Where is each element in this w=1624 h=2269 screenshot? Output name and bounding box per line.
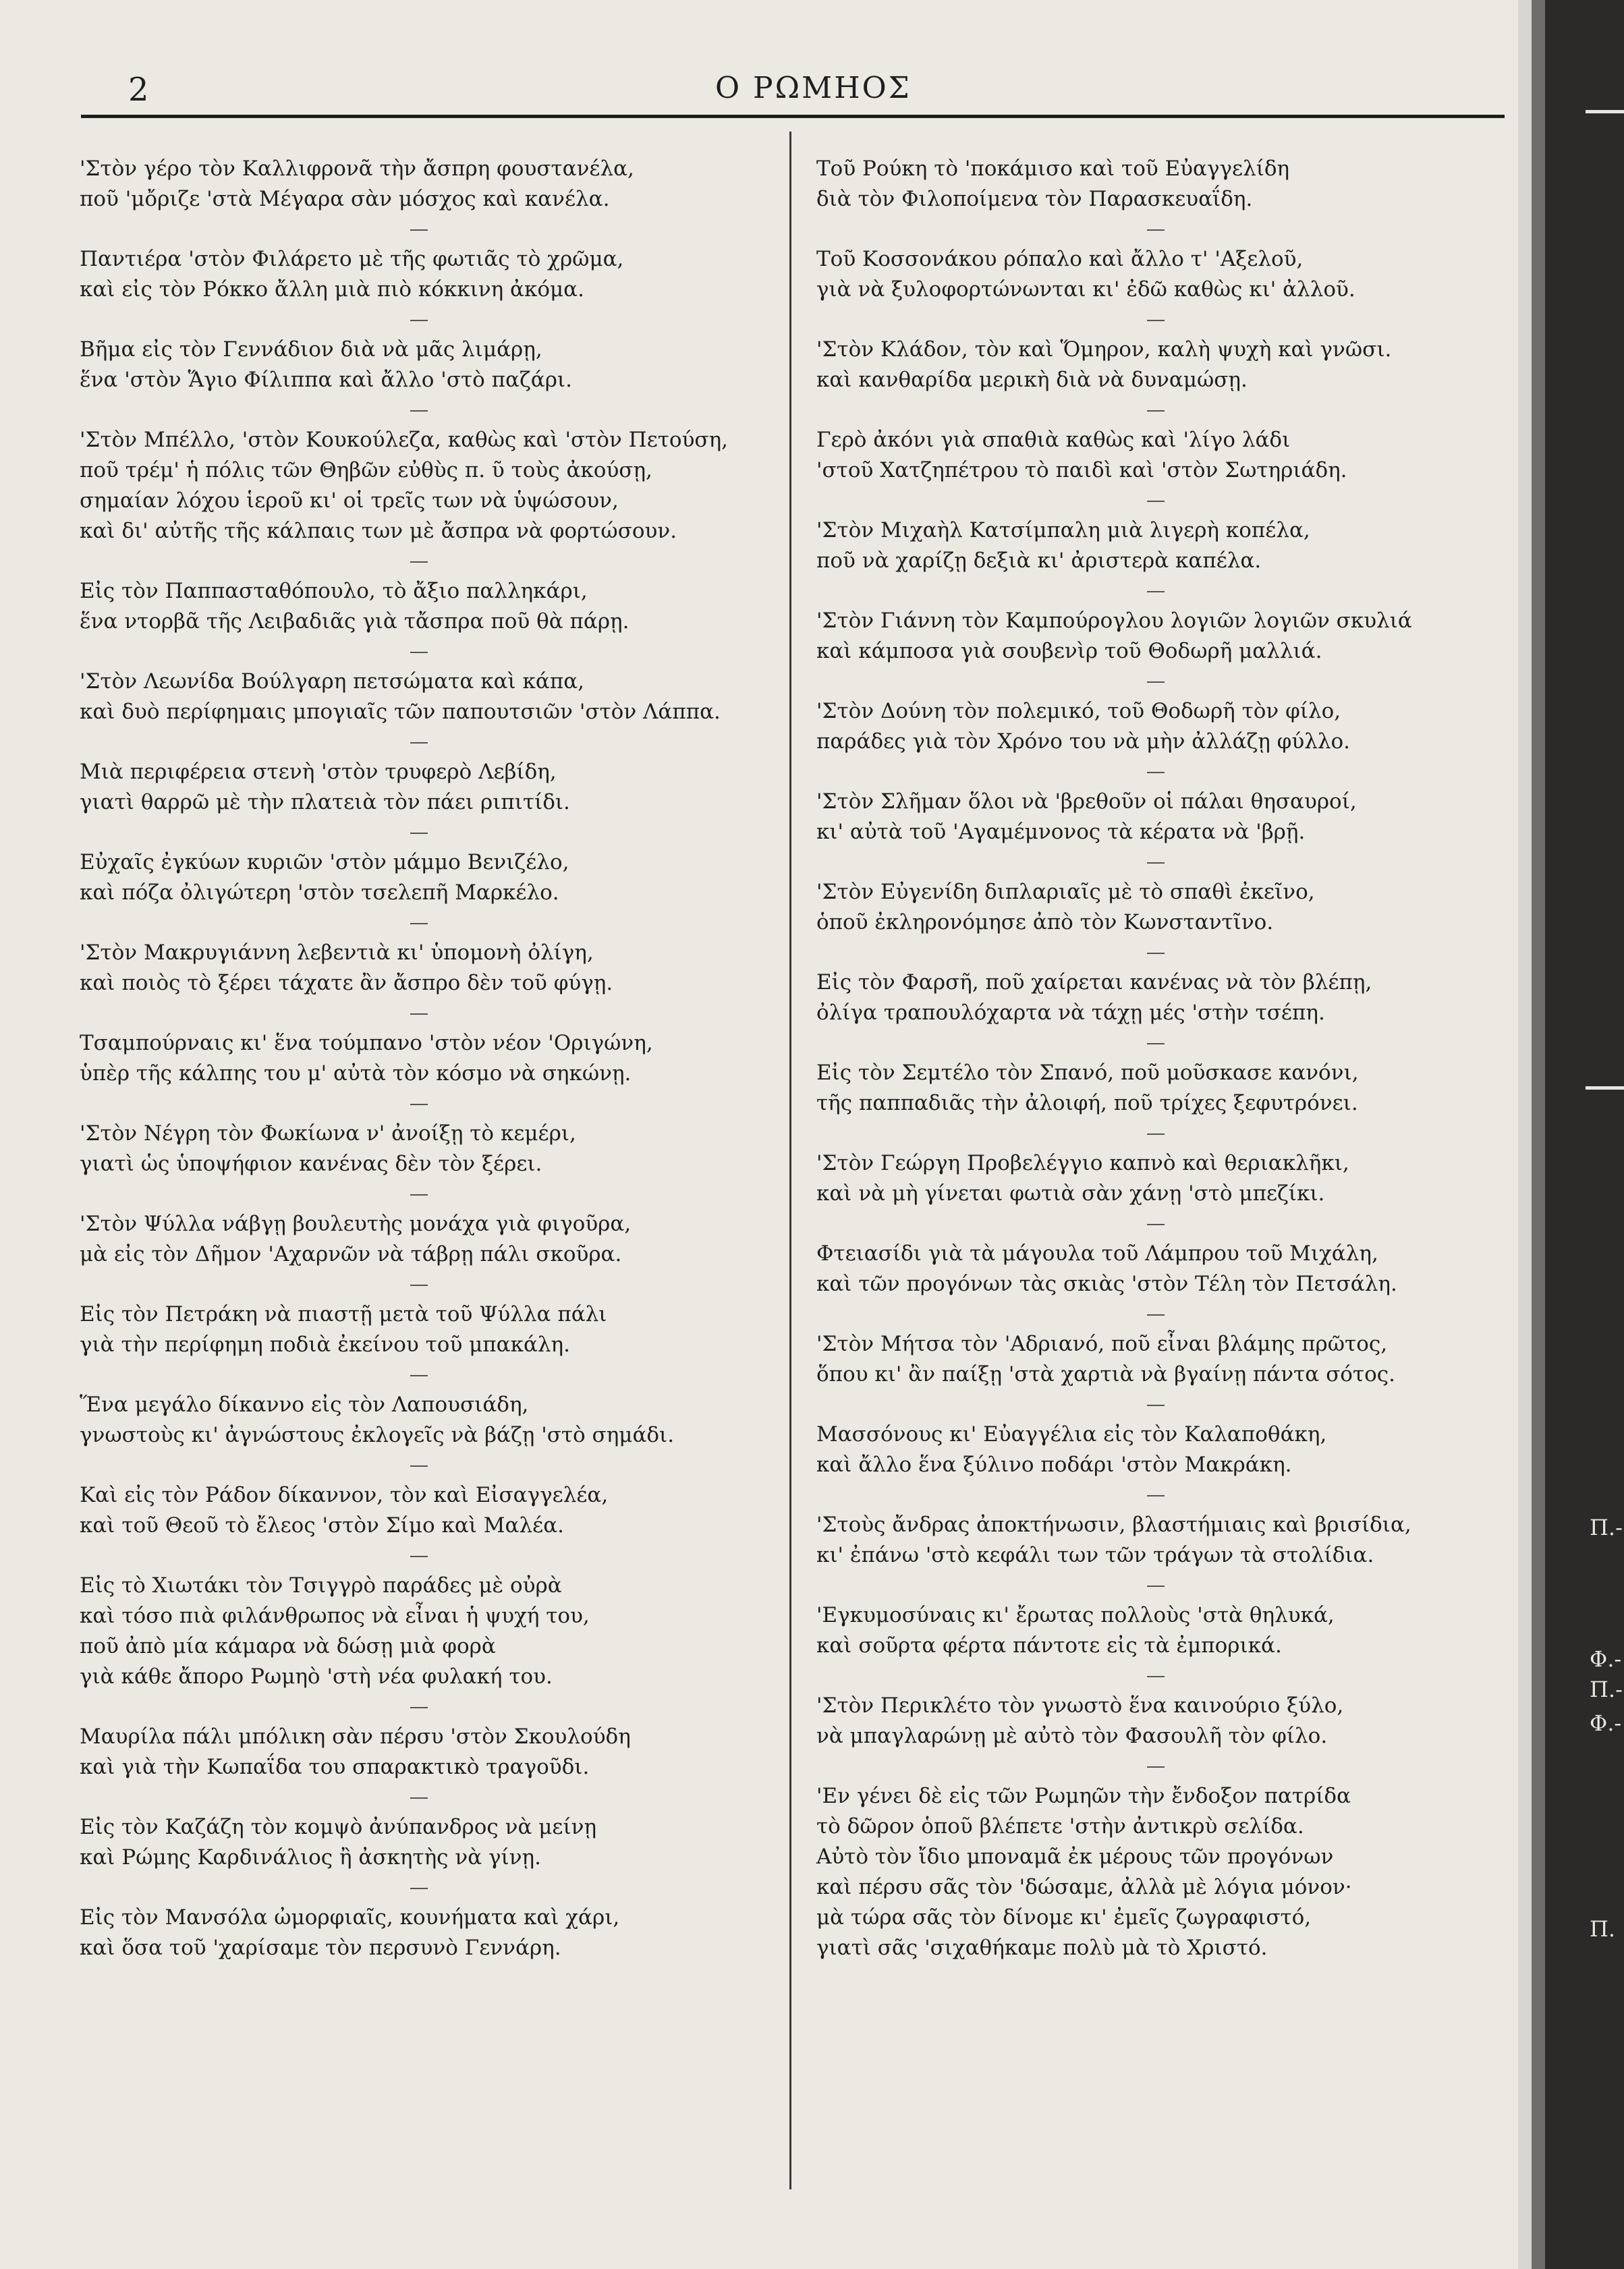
stanza-separator bbox=[410, 742, 428, 744]
verse-line: Εἰς τὸν Μανσόλα ὠμορφιαῖς, κουνήματα καὶ χάρι, bbox=[80, 1905, 620, 1930]
verse-line: 'Στὸν Σλῆμαν ὅλοι νὰ 'βρεθοῦν οἱ πάλαι θησαυροί, bbox=[816, 789, 1357, 814]
verse-line: γιατὶ θαρρῶ μὲ τὴν πλατειὰ τὸν πάει ριπιτίδι. bbox=[80, 790, 570, 814]
verse-line: τὸ δῶρον ὁποῦ βλέπετε 'στὴν ἀντικρὺ σελίδα. bbox=[816, 1814, 1304, 1839]
verse-stanza bbox=[816, 154, 1498, 215]
verse-stanza bbox=[816, 1329, 1498, 1390]
verse-stanza bbox=[80, 576, 775, 637]
verse-line: 'Στὸν Εὐγενίδη διπλαριαῖς μὲ τὸ σπαθὶ ἐκεῖνο, bbox=[816, 880, 1315, 904]
verse-stanza bbox=[816, 1058, 1498, 1119]
stanza-separator bbox=[410, 1285, 428, 1286]
stanza-separator bbox=[410, 1375, 428, 1376]
verse-line: ἕνα 'στὸν Ἅγιο Φίλιππα καὶ ἄλλο 'στὸ παζάρι. bbox=[80, 368, 572, 392]
verse-stanza bbox=[816, 1691, 1498, 1752]
verse-line: διὰ τὸν Φιλοποίμενα τὸν Παρασκευαΐδη. bbox=[816, 187, 1253, 211]
verse-line: καὶ εἰς τὸν Ρόκκο ἄλλη μιὰ πιὸ κόκκινη ἀκόμα. bbox=[80, 277, 584, 302]
verse-line: καὶ ὅσα τοῦ 'χαρίσαμε τὸν περσυνὸ Γεννάρη. bbox=[80, 1936, 561, 1960]
stanza-separator bbox=[1147, 1586, 1165, 1587]
verse-line: καὶ δι' αὐτῆς τῆς κάλπαις των μὲ ἄσπρα νὰ φορτώσουν. bbox=[80, 519, 677, 543]
verse-line: καὶ τῶν προγόνων τὰς σκιὰς 'στὸν Τέλη τὸν Πετσάλη. bbox=[816, 1272, 1397, 1296]
verse-stanza bbox=[80, 1390, 775, 1451]
verse-line: Παντιέρα 'στὸν Φιλάρετο μὲ τῆς φωτιᾶς τὸ χρῶμα, bbox=[80, 247, 624, 271]
verse-stanza bbox=[816, 1420, 1498, 1480]
verse-line: γιὰ νὰ ξυλοφορτώνωνται κι' ἐδῶ καθὼς κι' ἀλλοῦ. bbox=[816, 277, 1355, 302]
stanza-separator bbox=[1147, 1043, 1165, 1044]
stanza-separator bbox=[410, 1194, 428, 1196]
stanza-separator bbox=[410, 923, 428, 924]
stanza-separator bbox=[410, 1797, 428, 1799]
verse-line: Μιὰ περιφέρεια στενὴ 'στὸν τρυφερὸ Λεβίδη, bbox=[80, 760, 557, 784]
verse-stanza bbox=[80, 1722, 775, 1783]
stanza-separator bbox=[410, 320, 428, 321]
verse-line: Φτειασίδι γιὰ τὰ μάγουλα τοῦ Λάμπρου τοῦ Μιχάλη, bbox=[816, 1241, 1378, 1266]
verse-line: καὶ δυὸ περίφημαις μπογιαῖς τῶν παπουτσιῶν 'στὸν Λάππα. bbox=[80, 700, 721, 724]
verse-stanza bbox=[816, 606, 1498, 667]
verse-line: γιατὶ ὡς ὑποψήφιον κανένας δὲν τὸν ξέρει. bbox=[80, 1152, 542, 1176]
margin-mark: Φ.- bbox=[1590, 1710, 1622, 1736]
verse-line: παράδες γιὰ τὸν Χρόνο του νὰ μὴν ἀλλάζῃ φύλλο. bbox=[816, 729, 1351, 754]
margin-rule bbox=[1586, 1086, 1624, 1090]
verse-stanza bbox=[80, 425, 775, 547]
verse-stanza bbox=[816, 968, 1498, 1028]
stanza-separator bbox=[1147, 320, 1165, 321]
verse-stanza bbox=[80, 1028, 775, 1089]
verse-line: Ἕνα μεγάλο δίκαννο εἰς τὸν Λαπουσιάδη, bbox=[80, 1393, 529, 1417]
verse-stanza bbox=[80, 154, 775, 215]
verse-stanza bbox=[816, 1510, 1498, 1571]
verse-stanza bbox=[816, 1781, 1498, 1963]
verse-line: 'Στὸν γέρο τὸν Καλλιφρονᾶ τὴν ἄσπρη φουστανέλα, bbox=[80, 157, 634, 181]
verse-line: κι' ἐπάνω 'στὸ κεφάλι των τῶν τράγων τὰ στολίδια. bbox=[816, 1543, 1374, 1567]
stanza-separator bbox=[1147, 772, 1165, 773]
page-edge bbox=[1532, 0, 1545, 2269]
verse-line: καὶ τοῦ Θεοῦ τὸ ἔλεος 'στὸν Σίμο καὶ Μαλέα. bbox=[80, 1513, 564, 1538]
verse-line: 'Στὸν Κλάδον, τὸν καὶ Ὅμηρον, καλὴ ψυχὴ καὶ γνῶσι. bbox=[816, 337, 1392, 362]
verse-line: ποῦ ἀπὸ μία κάμαρα νὰ δώσῃ μιὰ φορὰ bbox=[80, 1634, 496, 1658]
stanza-separator bbox=[410, 410, 428, 412]
verse-line: 'Στὸν Μιχαὴλ Κατσίμπαλη μιὰ λιγερὴ κοπέλα, bbox=[816, 518, 1310, 542]
margin-mark: Π.- bbox=[1590, 1515, 1623, 1540]
verse-line: ὁποῦ ἐκληρονόμησε ἀπὸ τὸν Κωνσταντῖνο. bbox=[816, 910, 1274, 934]
verse-line: 'Στὸν Περικλέτο τὸν γνωστὸ ἕνα καινούριο ξύλο, bbox=[816, 1693, 1344, 1718]
verse-line: μὰ εἰς τὸν Δῆμον 'Αχαρνῶν νὰ τάβρῃ πάλι σκοῦρα. bbox=[80, 1242, 622, 1266]
stanza-separator bbox=[1147, 229, 1165, 231]
page-header bbox=[0, 0, 1518, 128]
verse-stanza bbox=[80, 1571, 775, 1692]
adjacent-page-margin bbox=[1586, 0, 1624, 2269]
verse-line: ἕνα ντορβᾶ τῆς Λειβαδιᾶς γιὰ τἄσπρα ποῦ θὰ πάρῃ. bbox=[80, 609, 629, 634]
stanza-separator bbox=[1147, 1133, 1165, 1135]
verse-line: ὅπου κι' ἂν παίξῃ 'στὰ χαρτιὰ νὰ βγαίνῃ πάντα σότος. bbox=[816, 1362, 1395, 1386]
verse-stanza bbox=[816, 244, 1498, 305]
verse-line: Εἰς τὸ Χιωτάκι τὸν Τσιγγρὸ παράδες μὲ οὐρὰ bbox=[80, 1573, 562, 1598]
stanza-separator bbox=[410, 833, 428, 834]
verse-stanza bbox=[816, 1600, 1498, 1661]
stanza-separator bbox=[1147, 1495, 1165, 1496]
margin-mark: Π. bbox=[1590, 1916, 1616, 1942]
stanza-separator bbox=[1147, 862, 1165, 864]
verse-stanza bbox=[80, 1119, 775, 1179]
margin-mark: Φ.- bbox=[1590, 1646, 1622, 1672]
verse-stanza bbox=[816, 515, 1498, 576]
stanza-separator bbox=[410, 652, 428, 653]
verse-line: καὶ κάμποσα γιὰ σουβενὶρ τοῦ Θοδωρῆ μαλλιά. bbox=[816, 639, 1322, 663]
stanza-separator bbox=[410, 1888, 428, 1889]
verse-line: 'στοῦ Χατζηπέτρου τὸ παιδὶ καὶ 'στὸν Σωτηριάδη. bbox=[816, 458, 1347, 482]
stanza-separator bbox=[1147, 1766, 1165, 1768]
verse-line: Εἰς τὸν Καζάζη τὸν κομψὸ ἀνύπανδρος νὰ μείνῃ bbox=[80, 1815, 597, 1839]
margin-rule bbox=[1586, 110, 1624, 113]
verse-line: καὶ πόζα ὀλιγώτερη 'στὸν τσελεπῆ Μαρκέλο. bbox=[80, 880, 559, 905]
verse-stanza bbox=[80, 938, 775, 999]
verse-line: Τσαμπούρναις κι' ἕνα τούμπανο 'στὸν νέον 'Οριγώνη, bbox=[80, 1031, 653, 1055]
verse-line: καὶ γιὰ τὴν Κωπαΐδα του σπαρακτικὸ τραγοῦδι. bbox=[80, 1755, 590, 1779]
stanza-separator bbox=[1147, 953, 1165, 954]
verse-line: 'Στὸν Νέγρη τὸν Φωκίωνα ν' ἀνοίξῃ τὸ κεμέρι, bbox=[80, 1121, 576, 1146]
verse-stanza bbox=[80, 757, 775, 818]
verse-line: καὶ ποιὸς τὸ ξέρει τάχατε ἂν ἄσπρο δὲν τοῦ φύγῃ. bbox=[80, 971, 613, 995]
verse-line: Τοῦ Κοσσονάκου ρόπαλο καὶ ἄλλο τ' 'Αξελοῦ, bbox=[816, 247, 1304, 271]
verse-line: καὶ πέρσυ σᾶς τὸν 'δώσαμε, ἀλλὰ μὲ λόγια μόνον· bbox=[816, 1875, 1352, 1899]
verse-stanza bbox=[816, 696, 1498, 757]
verse-line: Εἰς τὸν Φαρσῆ, ποῦ χαίρεται κανένας νὰ τὸν βλέπῃ, bbox=[816, 970, 1372, 995]
verse-line: 'Στὸν Γεώργη Προβελέγγιο καπνὸ καὶ θεριακλῆκι, bbox=[816, 1151, 1349, 1175]
verse-stanza bbox=[816, 787, 1498, 847]
verse-stanza bbox=[80, 335, 775, 395]
verse-line: νὰ μπαγλαρώνῃ μὲ αὐτὸ τὸν Φασουλῆ τὸν φίλο. bbox=[816, 1724, 1328, 1748]
verse-line: Μαυρίλα πάλι μπόλικη σὰν πέρσυ 'στὸν Σκουλούδη bbox=[80, 1725, 631, 1749]
verse-stanza bbox=[816, 425, 1498, 486]
journal-title: Ο ΡΩΜΗΟΣ bbox=[715, 71, 912, 105]
verse-line: ὑπὲρ τῆς κάλπης του μ' αὐτὰ τὸν κόσμο νὰ σηκώνῃ. bbox=[80, 1061, 632, 1086]
verse-stanza bbox=[80, 667, 775, 727]
verse-line: γιὰ τὴν περίφημη ποδιὰ ἐκείνου τοῦ μπακάλη. bbox=[80, 1333, 570, 1357]
verse-line: 'Στὸν Λεωνίδα Βούλγαρη πετσώματα καὶ κάπα, bbox=[80, 669, 585, 694]
verse-line: Τοῦ Ρούκη τὸ 'ποκάμισο καὶ τοῦ Εὐαγγελίδη bbox=[816, 157, 1290, 181]
stanza-separator bbox=[410, 1104, 428, 1105]
verse-line: 'Στοὺς ἄνδρας ἀποκτήνωσιν, βλαστήμιαις καὶ βρισίδια, bbox=[816, 1513, 1411, 1537]
verse-stanza bbox=[816, 877, 1498, 938]
verse-line: καὶ Ρώμης Καρδινάλιος ἢ ἀσκητὴς νὰ γίνῃ. bbox=[80, 1845, 541, 1870]
stanza-separator bbox=[1147, 410, 1165, 412]
left-column bbox=[80, 154, 775, 1963]
verse-line: καὶ σοῦρτα φέρτα πάντοτε εἰς τὰ ἐμπορικά. bbox=[816, 1633, 1282, 1658]
verse-stanza bbox=[80, 1299, 775, 1360]
stanza-separator bbox=[1147, 501, 1165, 502]
verse-line: καὶ τόσο πιὰ φιλάνθρωπος νὰ εἶναι ἡ ψυχή του, bbox=[80, 1604, 590, 1628]
verse-line: 'Στὸν Γιάννη τὸν Καμπούρογλου λογιῶν λογιῶν σκυλιά bbox=[816, 609, 1412, 633]
verse-line: 'Στὸν Μήτσα τὸν 'Αδριανό, ποῦ εἶναι βλάμης πρῶτος, bbox=[816, 1332, 1388, 1356]
verse-stanza bbox=[816, 1239, 1498, 1299]
margin-mark: Π.- bbox=[1590, 1677, 1623, 1702]
verse-stanza bbox=[80, 1209, 775, 1270]
verse-line: τῆς παππαδιᾶς τὴν ἀλοιφή, ποῦ τρίχες ξεφυτρόνει. bbox=[816, 1091, 1358, 1115]
verse-line: Εἰς τὸν Σεμτέλο τὸν Σπανό, ποῦ μοῦσκασε κανόνι, bbox=[816, 1061, 1359, 1085]
stanza-separator bbox=[1147, 681, 1165, 683]
stanza-separator bbox=[410, 229, 428, 231]
verse-line: Εὐχαῖς ἐγκύων κυριῶν 'στὸν μάμμο Βενιζέλο, bbox=[80, 850, 569, 874]
stanza-separator bbox=[410, 1556, 428, 1557]
verse-line: μὰ τώρα σᾶς τὸν δίνομε κι' ἐμεῖς ζωγραφιστό, bbox=[816, 1905, 1312, 1930]
verse-stanza bbox=[80, 1812, 775, 1873]
stanza-separator bbox=[410, 561, 428, 563]
verse-line: καὶ κανθαρίδα μερικὴ διὰ νὰ δυναμώσῃ. bbox=[816, 368, 1248, 392]
verse-line: γνωστοὺς κι' ἀγνώστους ἐκλογεῖς νὰ βάζῃ 'στὸ σημάδι. bbox=[80, 1423, 675, 1447]
verse-line: Καὶ εἰς τὸν Ράδον δίκαννον, τὸν καὶ Εἰσαγγελέα, bbox=[80, 1483, 609, 1507]
verse-line: Γερὸ ἀκόνι γιὰ σπαθιὰ καθὼς καὶ 'λίγο λάδι bbox=[816, 428, 1291, 452]
verse-stanza bbox=[80, 847, 775, 908]
column-divider bbox=[789, 132, 791, 2189]
verse-line: 'Στὸν Μακρυγιάννη λεβεντιὰ κι' ὑπομονὴ ὀλίγη, bbox=[80, 941, 594, 965]
stanza-separator bbox=[410, 1465, 428, 1467]
verse-line: 'Στὸν Μπέλλο, 'στὸν Κουκούλεζα, καθὼς καὶ 'στὸν Πετούση, bbox=[80, 428, 729, 452]
stanza-separator bbox=[1147, 1314, 1165, 1316]
verse-stanza bbox=[80, 1903, 775, 1963]
verse-line: 'Στὸν Ψύλλα νάβγῃ βουλευτὴς μονάχα γιὰ φιγοῦρα, bbox=[80, 1212, 632, 1236]
stanza-separator bbox=[410, 1013, 428, 1015]
stanza-separator bbox=[410, 1707, 428, 1708]
verse-stanza bbox=[80, 1480, 775, 1541]
verse-line: γιατὶ σᾶς 'σιχαθήκαμε πολὺ μὰ τὸ Χριστό. bbox=[816, 1936, 1268, 1960]
stanza-separator bbox=[1147, 1676, 1165, 1677]
verse-line: ποῦ νὰ χαρίζῃ δεξιὰ κι' ἀριστερὰ καπέλα. bbox=[816, 549, 1262, 573]
header-rule bbox=[81, 115, 1505, 118]
verse-line: 'Εν γένει δὲ εἰς τῶν Ρωμηῶν τὴν ἔνδοξον πατρίδα bbox=[816, 1784, 1351, 1808]
verse-stanza bbox=[816, 1148, 1498, 1209]
verse-line: Βῆμα εἰς τὸν Γεννάδιον διὰ νὰ μᾶς λιμάρῃ, bbox=[80, 337, 542, 362]
verse-line: καὶ ἄλλο ἕνα ξύλινο ποδάρι 'στὸν Μακράκη. bbox=[816, 1453, 1292, 1477]
stanza-separator bbox=[1147, 1224, 1165, 1225]
verse-line: ποῦ τρέμ' ἡ πόλις τῶν Θηβῶν εὐθὺς π. ῦ τοὺς ἀκούσῃ, bbox=[80, 458, 652, 482]
right-column bbox=[816, 154, 1498, 1963]
verse-line: Εἰς τὸν Παππασταθόπουλο, τὸ ἄξιο παλληκάρι, bbox=[80, 579, 588, 603]
page-number: 2 bbox=[128, 71, 149, 109]
verse-line: Εἰς τὸν Πετράκη νὰ πιαστῇ μετὰ τοῦ Ψύλλα πάλι bbox=[80, 1302, 607, 1326]
verse-stanza bbox=[816, 335, 1498, 395]
verse-line: Αὐτὸ τὸν ἴδιο μποναμᾶ ἐκ μέρους τῶν προγόνων bbox=[816, 1845, 1334, 1869]
verse-stanza bbox=[80, 244, 775, 305]
verse-line: καὶ νὰ μὴ γίνεται φωτιὰ σὰν χάνῃ 'στὸ μπεζίκι. bbox=[816, 1181, 1325, 1206]
verse-line: 'Στὸν Δούνη τὸν πολεμικό, τοῦ Θοδωρῆ τὸν φίλο, bbox=[816, 699, 1341, 723]
verse-line: Μασσόνους κι' Εὐαγγέλια εἰς τὸν Καλαποθάκη, bbox=[816, 1422, 1327, 1447]
verse-line: κι' αὐτὰ τοῦ 'Αγαμέμνονος τὰ κέρατα νὰ 'βρῇ. bbox=[816, 820, 1306, 844]
stanza-separator bbox=[1147, 1405, 1165, 1406]
stanza-separator bbox=[1147, 591, 1165, 592]
verse-line: γιὰ κάθε ἄπορο Ρωμηὸ 'στὴ νέα φυλακή του. bbox=[80, 1664, 553, 1689]
verse-line: σημαίαν λόχου ἱεροῦ κι' οἱ τρεῖς των νὰ ὑψώσουν, bbox=[80, 488, 619, 513]
verse-line: ὀλίγα τραπουλόχαρτα νὰ τάχῃ μές 'στὴν τσέπη. bbox=[816, 1001, 1325, 1025]
verse-line: 'Εγκυμοσύναις κι' ἔρωτας πολλοὺς 'στὰ θηλυκά, bbox=[816, 1603, 1335, 1627]
verse-line: ποῦ 'μὄριζε 'στὰ Μέγαρα σὰν μόσχος καὶ κανέλα. bbox=[80, 187, 610, 211]
